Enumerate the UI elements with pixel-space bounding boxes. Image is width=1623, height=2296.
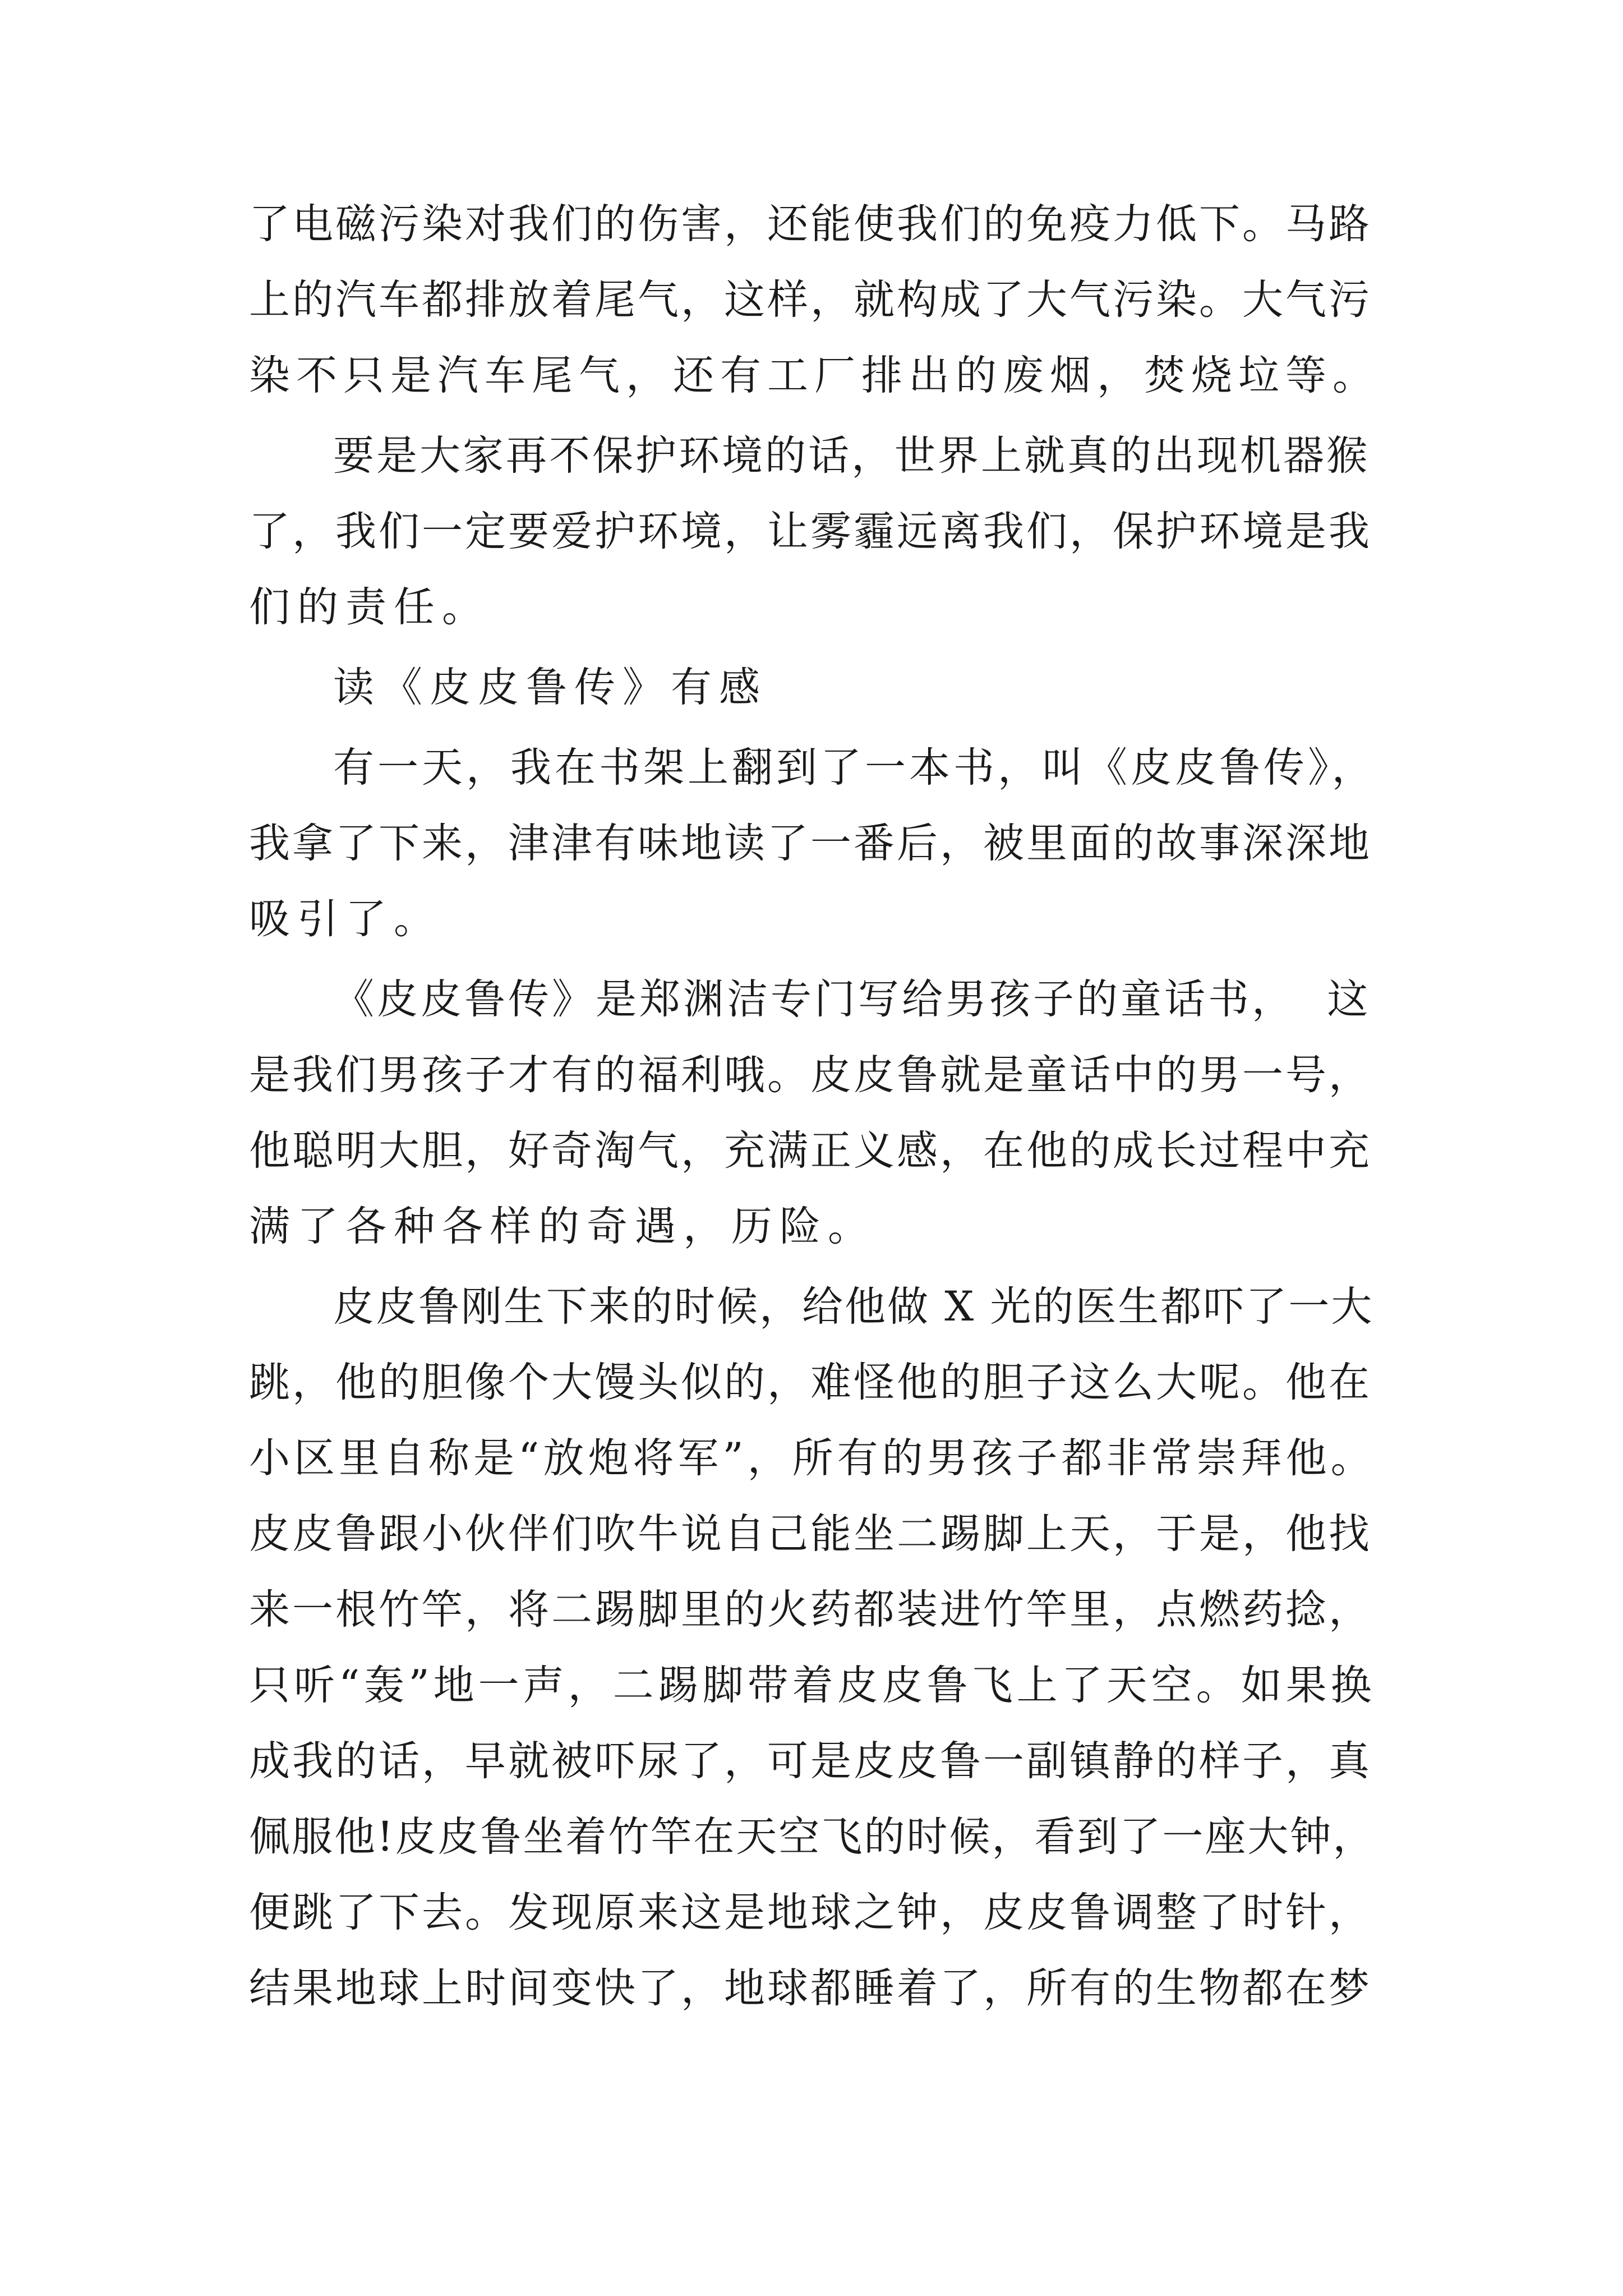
text-line: 皮皮鲁跟小伙伴们吹牛说自己能坐二踢脚上天，于是，他找 [249,1510,1372,1558]
paragraph-first-line: 皮皮鲁刚生下来的时候，给他做 X 光的医生都吓了一大 [333,1283,1374,1331]
text-line: 小区里自称是“放炮将军”，所有的男孩子都非常崇拜他。 [249,1434,1376,1482]
text-line: 满了各种各样的奇遇，历险。 [249,1203,876,1250]
text-line: 我拿了下来，津津有味地读了一番后，被里面的故事深深地 [249,820,1372,867]
text-line: 跳，他的胆像个大馒头似的，难怪他的胆子这么大呢。他在 [249,1359,1372,1406]
paragraph-first-line: 要是大家再不保护环境的话，世界上就真的出现机器猴 [333,432,1370,480]
text-line: 来一根竹竿，将二踢脚里的火药都装进竹竿里，点燃药捻， [249,1586,1372,1634]
text-line: 上的汽车都排放着尾气，这样，就构成了大气污染。大气污 [249,276,1372,324]
text-line: 了电磁污染对我们的伤害，还能使我们的免疫力低下。马路 [249,200,1372,248]
text-line: 他聪明大胆，好奇淘气，充满正义感，在他的成长过程中充 [249,1127,1372,1175]
text-line: 只听“轰”地一声，二踢脚带着皮皮鲁飞上了天空。如果换 [249,1662,1376,1709]
text-line: 佩服他!皮皮鲁坐着竹竿在天空飞的时候，看到了一座大钟， [249,1813,1376,1861]
text-line: 们的责任。 [249,583,490,631]
text-line: 结果地球上时间变快了，地球都睡着了，所有的生物都在梦 [249,1964,1372,2012]
paragraph-first-line: 有一天，我在书架上翻到了一本书，叫《皮皮鲁传》， [333,744,1376,792]
text-line: 便跳了下去。发现原来这是地球之钟，皮皮鲁调整了时针， [249,1889,1372,1936]
text-line: 染不只是汽车尾气，还有工厂排出的废烟，焚烧垃等。 [249,352,1380,399]
paragraph-first-line: 《皮皮鲁传》是郑渊洁专门写给男孩子的童话书， 这 [333,976,1371,1023]
text-line: 吸引了。 [249,895,442,943]
text-line: 是我们男孩子才有的福利哦。皮皮鲁就是童话中的男一号， [249,1051,1372,1099]
section-title: 读《皮皮鲁传》有感 [333,664,767,711]
text-line: 了，我们一定要爱护环境，让雾霾远离我们，保护环境是我 [249,508,1372,555]
text-line: 成我的话，早就被吓尿了，可是皮皮鲁一副镇静的样子，真 [249,1737,1372,1785]
